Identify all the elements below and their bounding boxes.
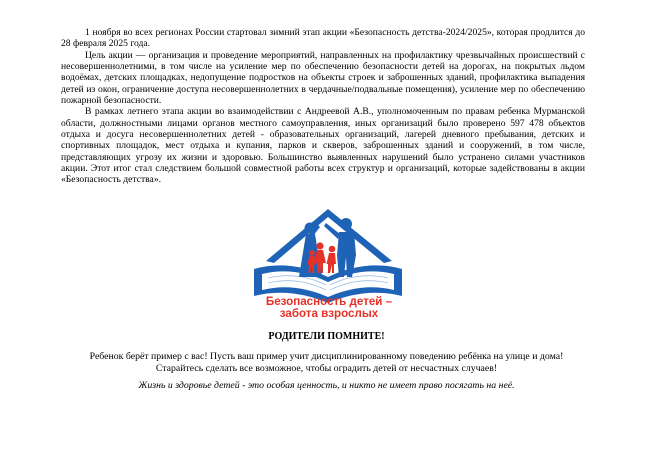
closing-line-1: Ребенок берёт пример с вас! Пусть ваш пример учит дисциплинированному поведению ребёнка на улице и дома! [89, 351, 564, 362]
parents-remember-heading: РОДИТЕЛИ ПОМНИТЕ! [268, 331, 385, 342]
paragraph-summer-results: В рамках летнего этапа акции во взаимодействии с Андреевой А.В., уполномоченным по правам ребенка Мурманской области, должностными лицами органов местного самоуправления, иных организаций было проверено 597 478 объектов отдыха и досуга несовершеннолетних детей - образовательных организаций, лагерей дневного пребывания, детских и спортивных площадок, мест отдыха и купания, парков и скверов, заброшенных зданий и сооружений, в том числе, представляющих угрозу их жизни и здоровью. Большинство выявленных нарушений было устранено силами участников акции. Этот итог стал следствием большой совместной работы всех структур и организаций, которые задействованы в акции «Безопасность детства». [61, 106, 585, 186]
closing-line-2: Старайтесь сделать все возможное, чтобы оградить детей от несчастных случаев! [155, 363, 498, 374]
paragraph-intro: 1 ноября во всех регионах России стартовал зимний этап акции «Безопасность детства-2024/2025», которая продлится до 28 февраля 2025 года. [61, 27, 585, 50]
slogan-line-1: Безопасность детей – [265, 295, 393, 308]
closing-line-3: Жизнь и здоровье детей - это особая ценность, и никто не имеет право посягать на неё. [138, 380, 515, 391]
article-body [61, 27, 585, 186]
slogan-line-2: забота взрослых [279, 307, 379, 320]
logo-slogan [248, 296, 410, 320]
paragraph-goal: Цель акции — организация и проведение мероприятий, направленных на профилактику чрезвычайных происшествий с несовершеннолетними, в том числе на усиление мер по обеспечению безопасности детей на дорогах, на покрытых льдом водоёмах, детских площадках, недопущение подростков на объекты строек и заброшенных зданий, профилактика выпадения детей из окон, ограничение доступа несовершеннолетних в чердачные/подвальные помещения), усиление мер по обеспечению пожарной безопасности. [61, 49, 585, 107]
